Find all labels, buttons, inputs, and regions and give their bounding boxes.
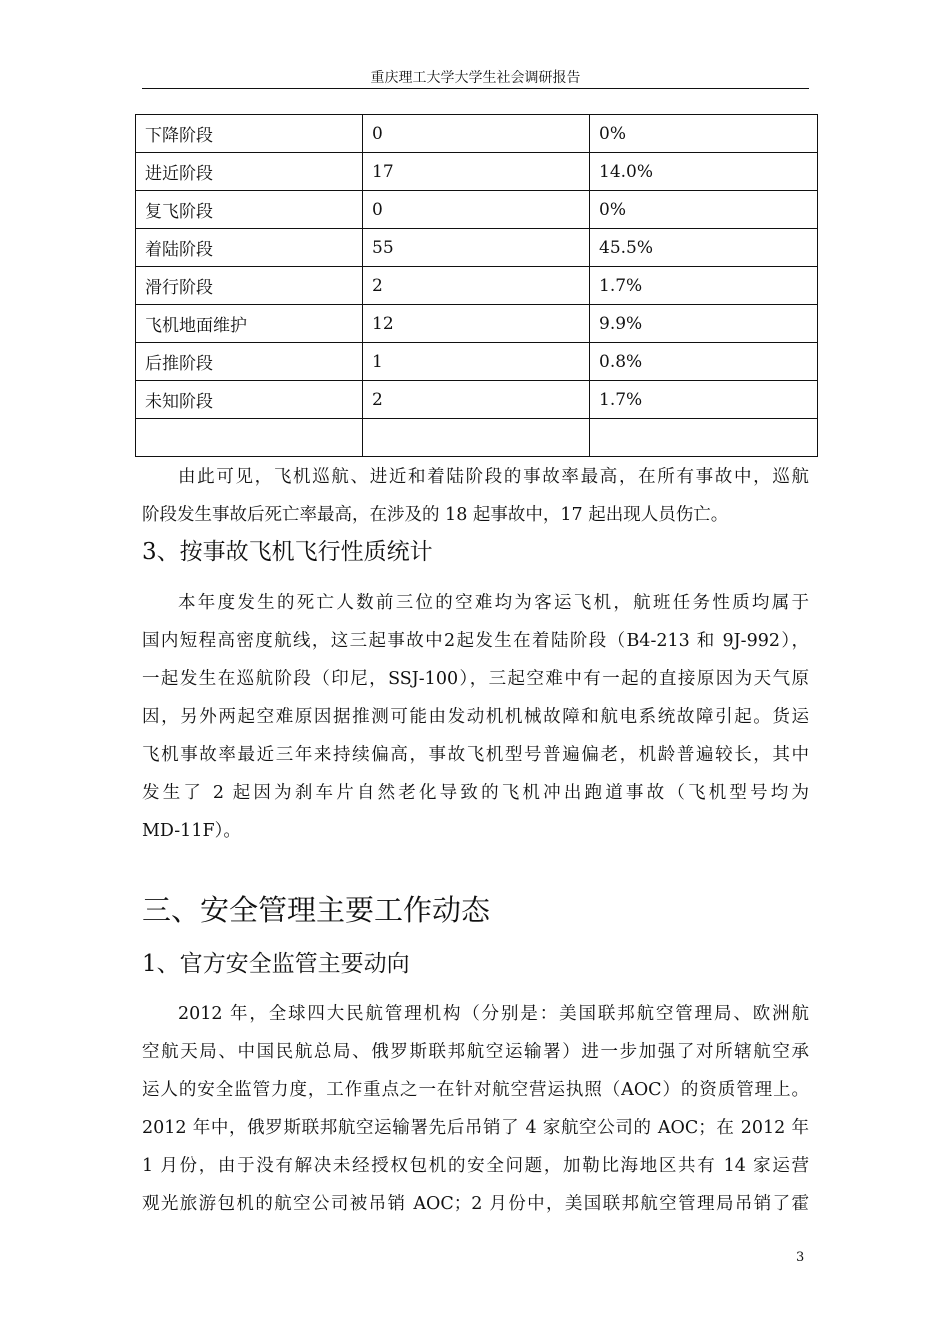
table-cell-percent <box>590 419 818 457</box>
paragraph-line: 飞机事故率最近三年来持续偏高，事故飞机型号普遍偏老，机龄普遍较长，其中 <box>142 745 809 765</box>
table-cell-percent: 0.8% <box>590 343 818 381</box>
table-cell-count: 12 <box>363 305 590 343</box>
table-cell-phase: 复飞阶段 <box>136 191 363 229</box>
table-cell-count <box>363 419 590 457</box>
table-cell-phase: 未知阶段 <box>136 381 363 419</box>
table-cell-percent: 45.5% <box>590 229 818 267</box>
page-header: 重庆理工大学大学生社会调研报告 <box>370 70 581 86</box>
paragraph-line: 空航天局、中国民航总局、俄罗斯联邦航空运输署）进一步加强了对所辖航空承 <box>142 1042 809 1062</box>
paragraph-line: 因，另外两起空难原因据推测可能由发动机机械故障和航电系统故障引起。货运 <box>142 707 809 727</box>
paragraph-line: 发生了 2 起因为刹车片自然老化导致的飞机冲出跑道事故（飞机型号均为 <box>142 783 809 803</box>
header-rule <box>142 88 809 89</box>
table-cell-phase <box>136 419 363 457</box>
table-row <box>136 191 818 229</box>
page-number: 3 <box>796 1250 805 1265</box>
paragraph-line: 1 月份，由于没有解决未经授权包机的安全问题，加勒比海地区共有 14 家运营 <box>142 1156 809 1176</box>
paragraph-line: MD-11F）。 <box>142 821 241 841</box>
paragraph-line: 由此可见，飞机巡航、进近和着陆阶段的事故率最高，在所有事故中，巡航 <box>178 467 809 487</box>
paragraph-line: 观光旅游包机的航空公司被吊销 AOC；2 月份中，美国联邦航空管理局吊销了霍 <box>142 1194 809 1214</box>
table-row <box>136 115 818 153</box>
paragraph-line: 国内短程高密度航线，这三起事故中2起发生在着陆阶段（B4-213 和 9J-992）， <box>142 631 809 651</box>
table-cell-percent: 1.7% <box>590 381 818 419</box>
section-heading-1: 1、官方安全监管主要动向 <box>142 951 410 977</box>
table-cell-count: 55 <box>363 229 590 267</box>
table-cell-phase: 下降阶段 <box>136 115 363 153</box>
paragraph-line: 一起发生在巡航阶段（印尼，SSJ-100），三起空难中有一起的直接原因为天气原 <box>142 669 809 689</box>
table-row <box>136 153 818 191</box>
section-heading-3: 3、按事故飞机飞行性质统计 <box>142 539 433 565</box>
table-cell-percent: 14.0% <box>590 153 818 191</box>
table-row <box>136 343 818 381</box>
flight-nature-paragraph <box>142 584 809 850</box>
table-cell-percent: 0% <box>590 191 818 229</box>
table-cell-count: 2 <box>363 381 590 419</box>
table-cell-count: 17 <box>363 153 590 191</box>
table-cell-percent: 9.9% <box>590 305 818 343</box>
oversight-paragraph <box>142 995 809 1223</box>
table-cell-phase: 着陆阶段 <box>136 229 363 267</box>
table-cell-percent: 1.7% <box>590 267 818 305</box>
conclusion-paragraph <box>142 458 809 534</box>
table-cell-phase: 飞机地面维护 <box>136 305 363 343</box>
table-cell-phase: 滑行阶段 <box>136 267 363 305</box>
table-row <box>136 267 818 305</box>
paragraph-line: 本年度发生的死亡人数前三位的空难均为客运飞机，航班任务性质均属于 <box>178 593 809 613</box>
table-cell-percent: 0% <box>590 115 818 153</box>
flight-phase-table <box>135 114 818 457</box>
table-cell-phase: 进近阶段 <box>136 153 363 191</box>
table-row <box>136 305 818 343</box>
paragraph-line: 2012 年，全球四大民航管理机构（分别是：美国联邦航空管理局、欧洲航 <box>178 1004 809 1024</box>
table-cell-count: 0 <box>363 191 590 229</box>
chapter-heading: 三、安全管理主要工作动态 <box>142 893 491 927</box>
paragraph-line: 运人的安全监管力度，工作重点之一在针对航空营运执照（AOC）的资质管理上。 <box>142 1080 809 1100</box>
table-row-empty <box>136 419 818 457</box>
paragraph-line: 阶段发生事故后死亡率最高，在涉及的 18 起事故中，17 起出现人员伤亡。 <box>142 505 729 525</box>
paragraph-line: 2012 年中，俄罗斯联邦航空运输署先后吊销了 4 家航空公司的 AOC；在 2012 年 <box>142 1118 809 1138</box>
table-cell-count: 0 <box>363 115 590 153</box>
table-row <box>136 381 818 419</box>
table-cell-count: 2 <box>363 267 590 305</box>
table-cell-phase: 后推阶段 <box>136 343 363 381</box>
table-row <box>136 229 818 267</box>
table-cell-count: 1 <box>363 343 590 381</box>
